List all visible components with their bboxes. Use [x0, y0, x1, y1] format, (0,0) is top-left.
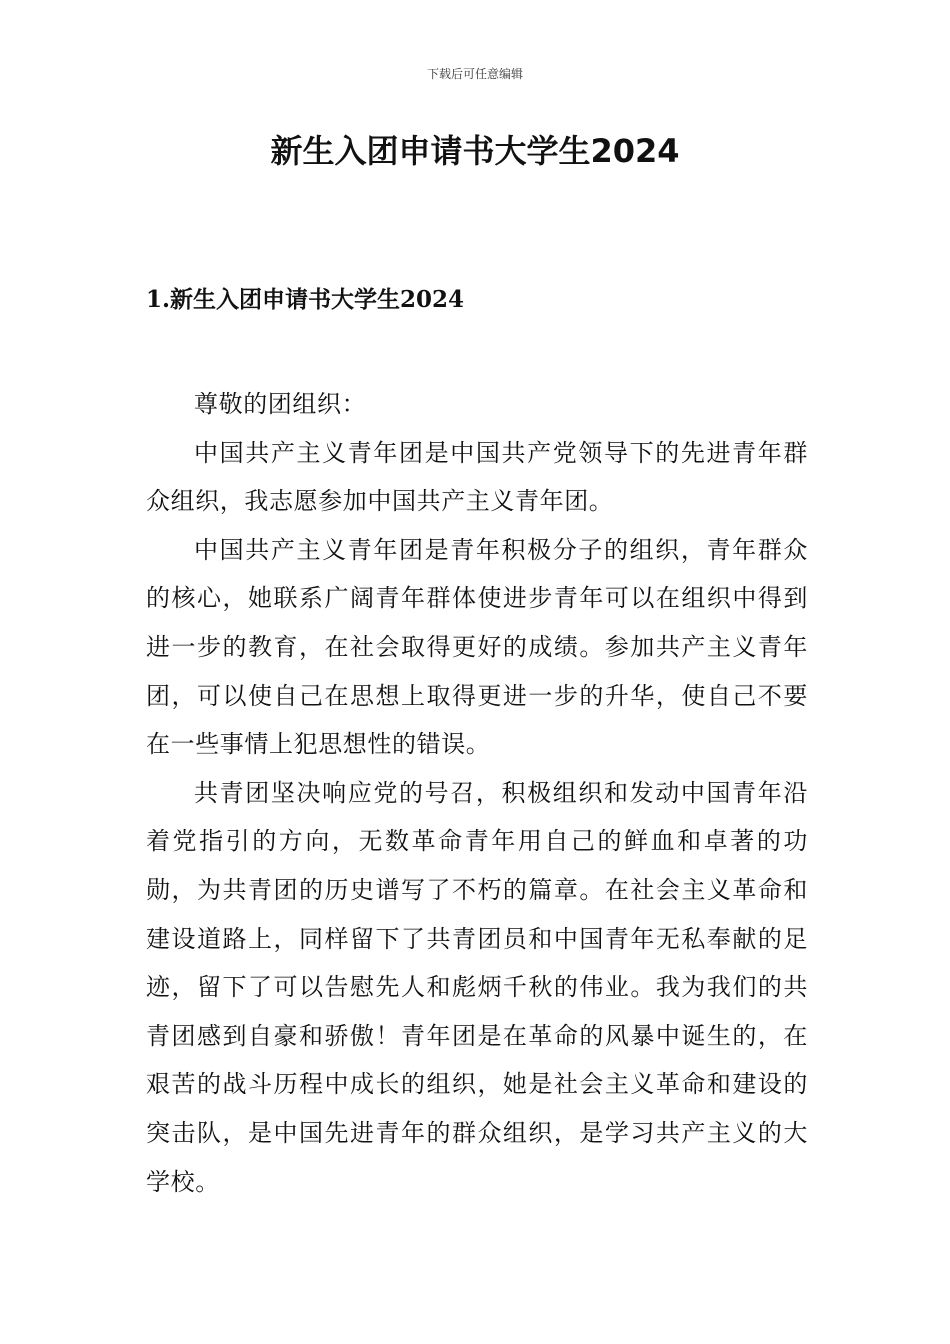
section-heading: 1.新生入团申请书大学生2024	[146, 286, 465, 313]
paragraph: 中国共产主义青年团是青年积极分子的组织，青年群众的核心，她联系广阔青年群体使进步青年可以在组织中得到进一步的教育，在社会取得更好的成绩。参加共产主义青年团，可以使自己在思想上取得更进一步的升华，使自己不要在一些事情上犯思想性的错误。	[146, 535, 808, 759]
salutation: 尊敬的团组织：	[194, 390, 367, 418]
document-title: 新生入团申请书大学生2024	[270, 132, 680, 170]
header-note: 下载后可任意编辑	[426, 67, 523, 81]
document-body	[146, 380, 808, 1206]
paragraph: 中国共产主义青年团是中国共产党领导下的先进青年群众组织，我志愿参加中国共产主义青年团。	[146, 438, 808, 516]
paragraph: 共青团坚决响应党的号召，积极组织和发动中国青年沿着党指引的方向，无数革命青年用自己的鲜血和卓著的功勋，为共青团的历史谱写了不朽的篇章。在社会主义革命和建设道路上，同样留下了共青团员和中国青年无私奉献的足迹，留下了可以告慰先人和彪炳千秋的伟业。我为我们的共青团感到自豪和骄傲！青年团是在革命的风暴中诞生的，在艰苦的战斗历程中成长的组织，她是社会主义革命和建设的突击队，是中国先进青年的群众组织，是学习共产主义的大学校。	[146, 778, 808, 1196]
